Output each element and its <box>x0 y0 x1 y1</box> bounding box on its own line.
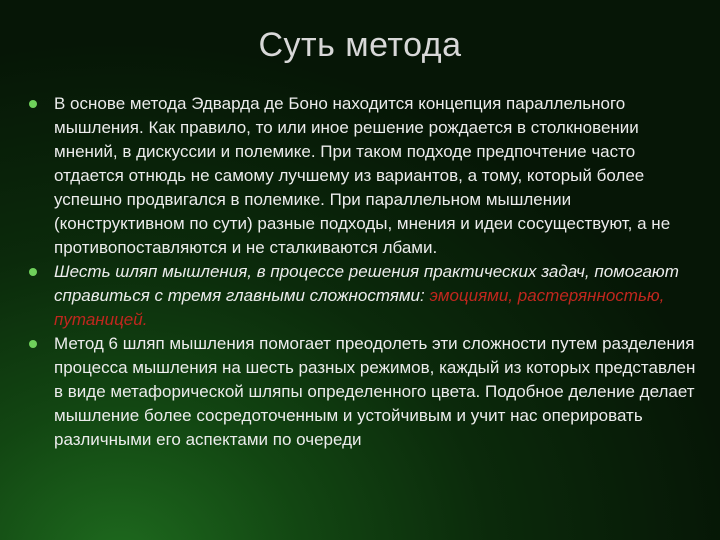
bullet-dot-icon <box>29 268 37 276</box>
bullet-text-3: Метод 6 шляп мышления помогает преодолеть эти сложности путем разделения процесса мышления на шесть разных режимов, каждый из которых представлен в виде метафорической шляпы определенного цвета. Подобное деление делает мышление более сосредоточенным и устойчивым и учит нас оперировать различными его аспектами по очереди <box>54 334 696 449</box>
bullet-dot-icon <box>29 100 37 108</box>
bullet-item-2 <box>26 260 696 332</box>
bullet-item-1 <box>26 92 696 260</box>
bullet-item-3 <box>26 332 696 452</box>
bullet-highlight-2: эмоциями, растерянностью, путаницей. <box>54 286 665 329</box>
bullet-dot-icon <box>29 340 37 348</box>
bullet-text-1: В основе метода Эдварда де Боно находится концепция параллельного мышления. Как правило, то или иное решение рождается в столкновении мнений, в дискуссии и полемике. При таком подходе предпочтение часто отдается отнюдь не самому лучшему из вариантов, а тому, который более успешно продвигался в полемике. При параллельном мышлении (конструктивном по сути) разные подходы, мнения и идеи сосуществуют, а не противопоставляются и не сталкиваются лбами. <box>54 94 671 257</box>
bullet-text-2: Шесть шляп мышления, в процессе решения практических задач, помогают справиться с тремя главными сложностями: <box>54 262 679 305</box>
bullet-list <box>26 92 696 452</box>
slide-title: Суть метода <box>258 26 462 64</box>
